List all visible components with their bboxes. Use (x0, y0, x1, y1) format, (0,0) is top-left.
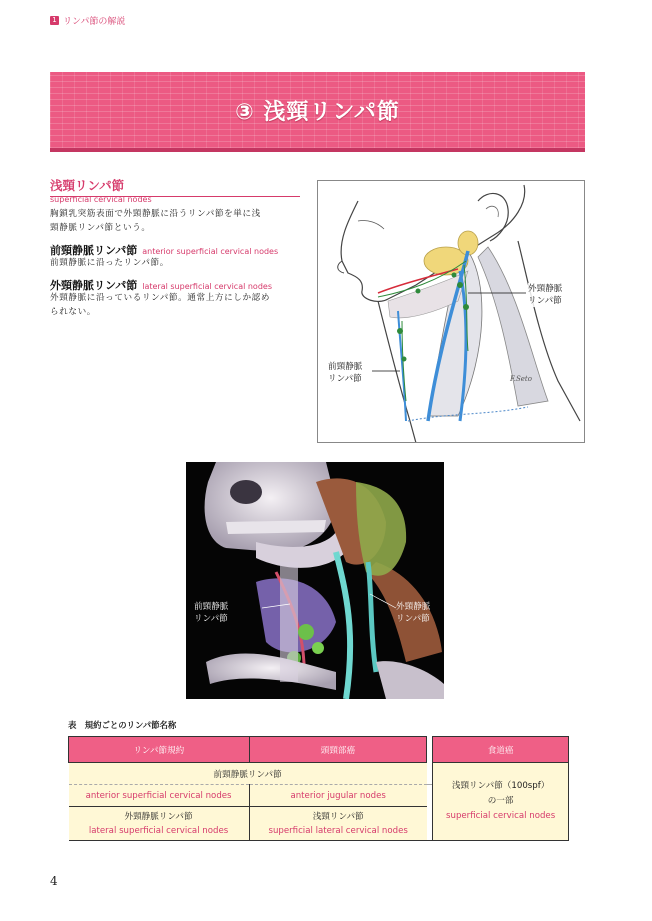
section-desc-line: 胸鎖乳突筋表面で外頸静脈に沿うリンパ節を単に浅 (50, 209, 261, 219)
esophageal-line: の一部 (487, 796, 514, 806)
cell-line: superficial lateral cervical nodes (268, 825, 408, 836)
anatomy-illustration (317, 180, 585, 443)
label-line: リンパ節 (528, 296, 562, 306)
table-caption: 表 規約ごとのリンパ節名称 (68, 720, 177, 730)
label-line: リンパ節 (194, 614, 228, 624)
page-title: ③ 浅頸リンパ節 (235, 99, 400, 125)
ct-label-anterior-jugular-nodes (194, 601, 228, 625)
chapter-title: リンパ節の解説 (63, 17, 126, 27)
cell-line: 浅頸リンパ節 (312, 811, 364, 822)
table-cell: 前頸静脈リンパ節 (69, 763, 427, 785)
label-line: リンパ節 (396, 614, 430, 624)
title-banner (50, 72, 585, 152)
table-header-cell: 頭頸部癌 (249, 737, 427, 763)
section-desc-line: 頸静脈リンパ節という。 (50, 223, 151, 233)
table-cell (249, 807, 427, 841)
section-title: 浅頸リンパ節 (50, 176, 300, 197)
label-anterior-jugular-nodes (328, 361, 362, 385)
table-cell: anterior jugular nodes (249, 785, 427, 807)
label-line: 前頸静脈 (194, 602, 229, 612)
anterior-description: 前頸静脈に沿ったリンパ節。 (50, 258, 169, 268)
table-header-cell: リンパ節規約 (69, 737, 250, 763)
lateral-heading-en: lateral superficial cervical nodes (142, 282, 272, 291)
illustrator-signature: F.Seto (510, 375, 532, 383)
cell-line: lateral superficial cervical nodes (88, 825, 229, 836)
section-description (50, 207, 302, 235)
table-cell: anterior superficial cervical nodes (69, 785, 250, 807)
ct-label-external-jugular-nodes (396, 601, 430, 625)
table-cell (69, 807, 250, 841)
esophageal-line: superficial cervical nodes (446, 811, 556, 821)
table-gap (427, 785, 433, 807)
label-line: 前頸静脈 (328, 362, 363, 372)
label-line: リンパ節 (328, 374, 362, 384)
running-head (50, 14, 125, 27)
chapter-number: 1 (50, 16, 59, 25)
table-gap (427, 807, 433, 841)
page-number: 4 (50, 874, 58, 888)
table-header-row (69, 737, 569, 763)
ct-3d-rendering (186, 462, 444, 699)
anterior-heading-jp: 前頸静脈リンパ節 (50, 244, 138, 257)
lateral-desc-line: 外頸静脈に沿っているリンパ節。通常上方にしか認め (50, 293, 271, 303)
ct-drawing (186, 462, 444, 699)
label-line: 外頸静脈 (528, 284, 563, 294)
section-subtitle: superficial cervical nodes (50, 195, 152, 204)
lateral-description (50, 291, 302, 319)
nomenclature-table (68, 736, 569, 841)
table-header-cell: 食道癌 (433, 737, 569, 763)
anterior-heading-en: anterior superficial cervical nodes (142, 247, 279, 256)
esophageal-line: 浅頸リンパ節（100spf） (451, 781, 550, 791)
cell-line: 外頸静脈リンパ節 (124, 811, 193, 822)
table-cell-esophageal (433, 763, 569, 841)
anatomy-drawing (318, 181, 585, 443)
table-row (69, 763, 569, 785)
label-line: 外頸静脈 (396, 602, 431, 612)
label-external-jugular-nodes (528, 283, 562, 307)
lateral-heading-jp: 外頸静脈リンパ節 (50, 279, 138, 292)
lateral-desc-line: られない。 (50, 307, 96, 317)
